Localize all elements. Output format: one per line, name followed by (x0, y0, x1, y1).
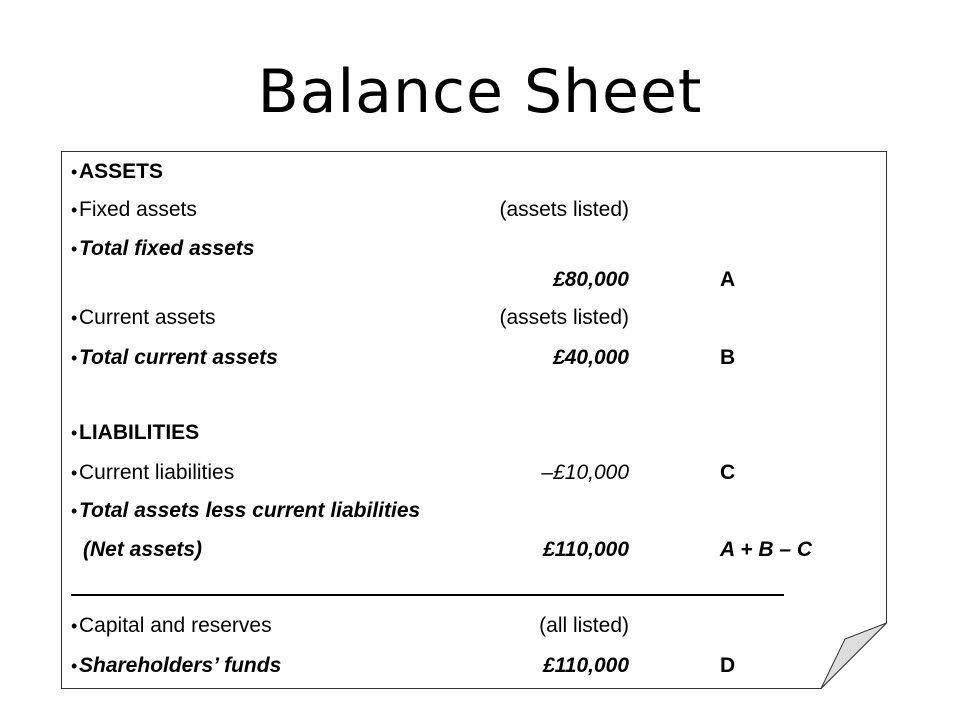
row-label: Total current assets (79, 346, 278, 369)
bullet: • (71, 616, 78, 636)
row-amount: £80,000 (553, 268, 629, 291)
bullet: • (71, 162, 78, 182)
page-title: Balance Sheet (257, 57, 703, 127)
row-code: A + B – C (720, 538, 812, 561)
bullet: • (71, 501, 78, 521)
row-label: Total fixed assets (79, 237, 255, 260)
row-label: ASSETS (79, 160, 164, 183)
bullet: • (71, 656, 78, 676)
row-amount: £40,000 (553, 346, 629, 369)
row-label: LIABILITIES (79, 421, 200, 444)
row-code: C (720, 461, 736, 484)
divider-line (71, 594, 784, 596)
row-code: A (720, 268, 736, 291)
row-label: Current assets (79, 306, 216, 329)
row-label: Current liabilities (79, 461, 235, 484)
row-amount: –£10,000 (541, 461, 629, 484)
row-amount: (assets listed) (499, 306, 629, 329)
row-amount: £110,000 (542, 654, 629, 677)
row-label: Fixed assets (79, 198, 197, 221)
row-label: Shareholders’ funds (79, 654, 282, 677)
row-amount: (assets listed) (499, 198, 629, 221)
balance-sheet-page (61, 151, 887, 689)
row-code: D (720, 654, 736, 677)
row-code: B (720, 346, 736, 369)
bullet: • (71, 200, 78, 220)
row-amount: £110,000 (542, 538, 629, 561)
row-label: Capital and reserves (79, 614, 272, 637)
bullet: • (71, 463, 78, 483)
row-amount: (all listed) (539, 614, 629, 637)
bullet: • (71, 423, 78, 443)
row-label: Total assets less current liabilities (79, 499, 421, 522)
bullet: • (71, 308, 78, 328)
bullet: • (71, 348, 78, 368)
bullet: • (71, 239, 78, 259)
row-label: (Net assets) (83, 538, 203, 561)
